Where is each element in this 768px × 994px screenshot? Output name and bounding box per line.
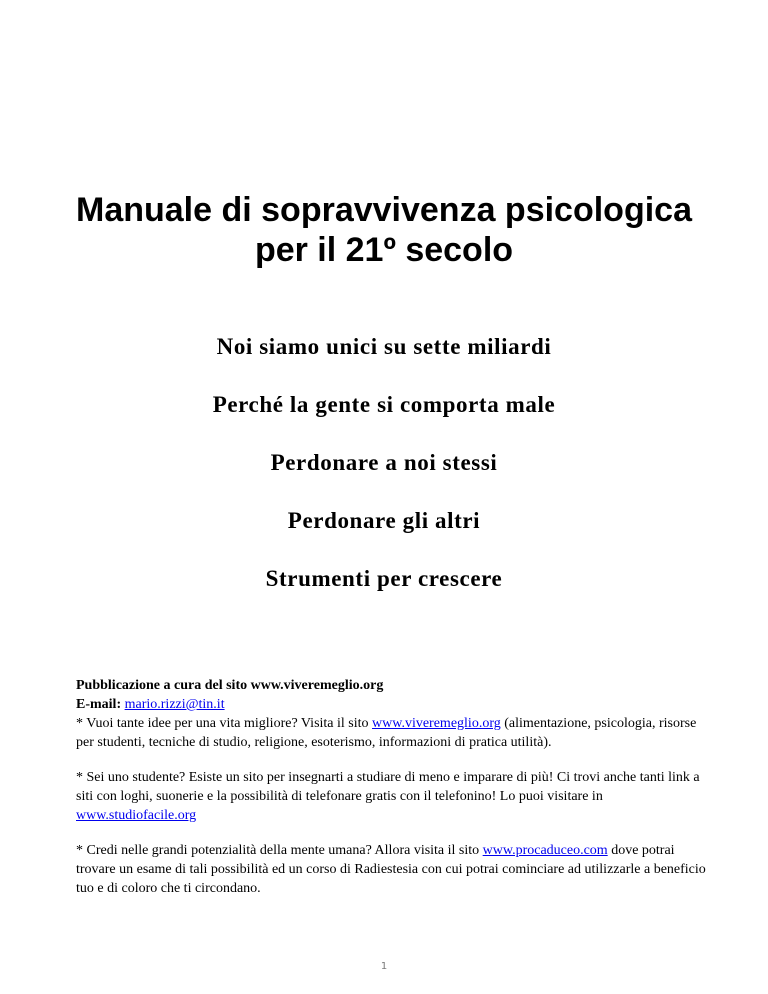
publication-info <box>76 676 716 898</box>
chapter-heading: Perdonare gli altri <box>287 508 481 533</box>
chapter-heading: Strumenti per crescere <box>265 566 503 591</box>
paragraph-viveremeglio <box>76 714 716 752</box>
chapter-headings <box>0 333 768 623</box>
title-line-1: Manuale di sopravvivenza psicologica <box>76 191 692 229</box>
paragraph-text: dove potrai trovare un esame di tali possibilità ed un corso di Radiestesia con cui potrai cominciare ad utilizzarle a beneficio tuo e di coloro che ti circondano. <box>76 843 706 896</box>
email-label: E-mail: <box>76 697 122 712</box>
studiofacile-link[interactable]: www.studiofacile.org <box>76 808 197 823</box>
paragraph-procaduceo <box>76 841 716 898</box>
page-number: 1 <box>380 961 388 972</box>
procaduceo-link[interactable]: www.procaduceo.com <box>482 843 608 858</box>
viveremeglio-link[interactable]: www.viveremeglio.org <box>372 716 501 731</box>
paragraph-text: * Credi nelle grandi potenzialità della mente umana? Allora visita il sito <box>76 843 483 858</box>
chapter-heading: Noi siamo unici su sette miliardi <box>216 334 552 359</box>
chapter-heading: Perché la gente si comporta male <box>212 392 556 417</box>
paragraph-studiofacile <box>76 768 716 825</box>
publication-line: Pubblicazione a cura del sito www.viveremeglio.org <box>76 678 384 693</box>
paragraph-text: * Sei uno studente? Esiste un sito per insegnarti a studiare di meno e imparare di più! Ci trovi anche tanti link a siti con loghi, suonerie e la possibilità di telefonare gratis con il telefonino! Lo puoi visitare in <box>76 770 700 804</box>
paragraph-text: (alimentazione, psicologia, risorse per studenti, tecniche di studio, religione, esoterismo, informazioni di pratica utilità). <box>76 716 697 750</box>
title-line-2: per il 21º secolo <box>254 231 514 269</box>
email-link[interactable]: mario.rizzi@tin.it <box>124 697 225 712</box>
chapter-heading: Perdonare a noi stessi <box>270 450 498 475</box>
paragraph-text: * Vuoi tante idee per una vita migliore? Visita il sito <box>76 716 373 731</box>
page-title <box>0 190 768 270</box>
